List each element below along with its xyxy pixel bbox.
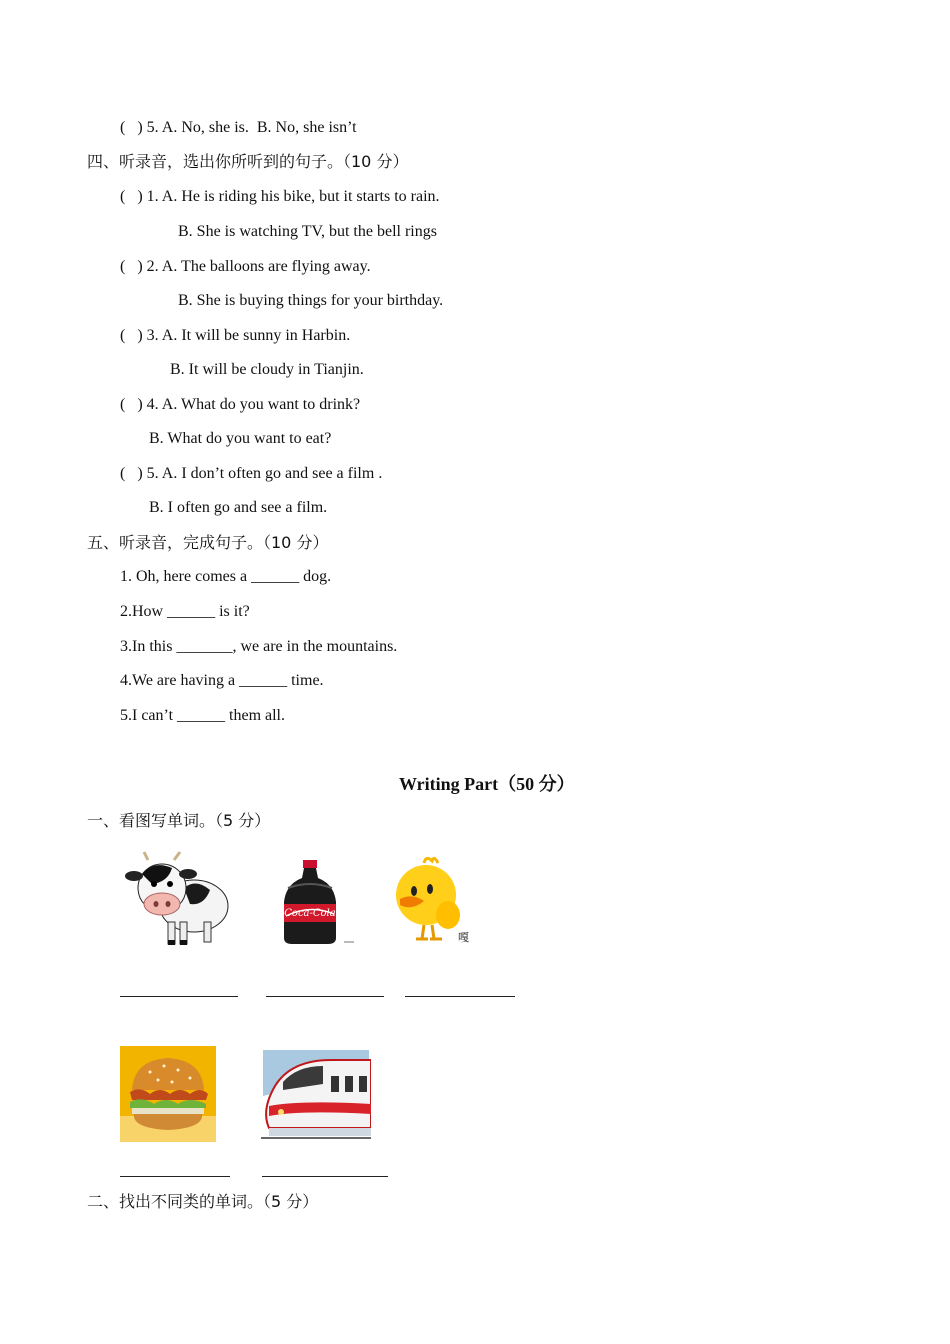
question-4-4-option-a: ( ) 4. A. What do you want to drink? xyxy=(120,396,361,413)
question-4-5-option-a: ( ) 5. A. I don’t often go and see a film . xyxy=(120,465,383,482)
question-4-4-option-b: B. What do you want to eat? xyxy=(149,430,332,447)
question-5-1: 1. Oh, here comes a ______ dog. xyxy=(120,568,332,585)
question-4-3-option-b: B. It will be cloudy in Tianjin. xyxy=(170,361,364,378)
writing-part1-heading: 一、看图写单词。（5 分） xyxy=(87,811,271,830)
section-5-heading: 五、听录音，完成句子。（10 分） xyxy=(87,533,329,552)
answer-line-1[interactable] xyxy=(120,996,238,997)
answer-line-3[interactable] xyxy=(405,996,515,997)
question-4-1-option-b: B. She is watching TV, but the bell rings xyxy=(178,223,437,240)
question-5-5: 5.I can’t ______ them all. xyxy=(120,707,285,724)
section-4-heading: 四、听录音，选出你所听到的句子。（10 分） xyxy=(87,152,409,171)
question-5-2: 2.How ______ is it? xyxy=(120,603,250,620)
question-5-4: 4.We are having a ______ time. xyxy=(120,672,324,689)
question-4-1-option-a: ( ) 1. A. He is riding his bike, but it starts to rain. xyxy=(120,188,440,205)
duck-caption: 嘎 xyxy=(458,931,469,944)
question-4-2-option-a: ( ) 2. A. The balloons are flying away. xyxy=(120,258,371,275)
question-4-2-option-b: B. She is buying things for your birthday. xyxy=(178,292,444,309)
answer-line-4[interactable] xyxy=(120,1176,230,1177)
question-4-5-option-b: B. I often go and see a film. xyxy=(149,499,328,516)
cola-bottle-icon xyxy=(278,858,358,946)
hamburger-icon xyxy=(120,1046,216,1142)
question-3-5: ( ) 5. A. No, she is. B. No, she isn’t xyxy=(120,119,357,136)
question-5-3: 3.In this _______, we are in the mountains. xyxy=(120,638,398,655)
answer-line-2[interactable] xyxy=(266,996,384,997)
writing-part-title: Writing Part（50 分） xyxy=(399,774,575,794)
cola-label: Coca-Cola xyxy=(284,908,336,919)
answer-line-5[interactable] xyxy=(262,1176,388,1177)
duck-icon xyxy=(386,855,474,945)
train-icon xyxy=(261,1046,371,1140)
writing-part2-heading: 二、找出不同类的单词。（5 分） xyxy=(87,1192,319,1211)
cow-icon xyxy=(124,848,232,946)
question-4-3-option-a: ( ) 3. A. It will be sunny in Harbin. xyxy=(120,327,351,344)
